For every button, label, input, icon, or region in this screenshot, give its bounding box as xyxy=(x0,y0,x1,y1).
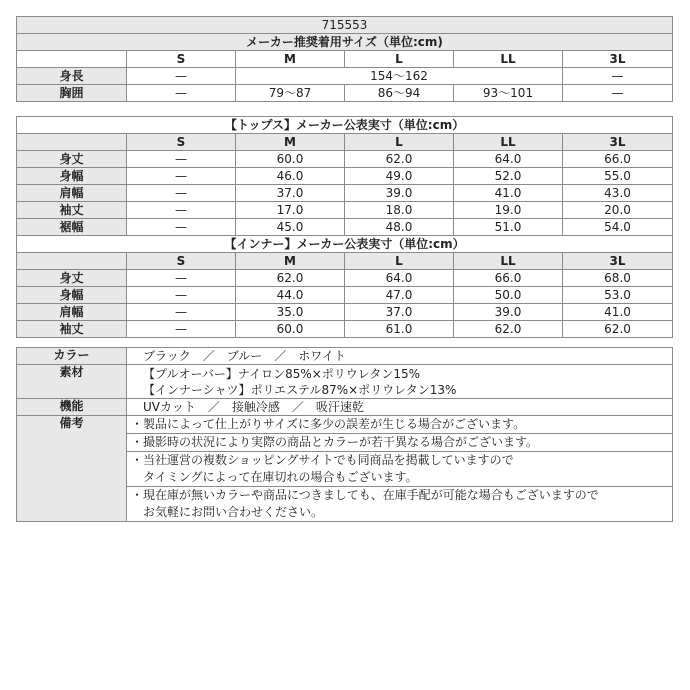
size-m: M xyxy=(236,253,345,270)
product-code: 715553 xyxy=(17,17,673,34)
tops-title: 【トップス】メーカー公表実寸（単位:cm） xyxy=(17,117,673,134)
info-row-function xyxy=(17,399,673,416)
info-row-color xyxy=(17,348,673,365)
row-label: 身丈 xyxy=(17,151,127,168)
table-row xyxy=(17,85,673,102)
material-label: 素材 xyxy=(17,365,127,399)
cell: 44.0 xyxy=(236,287,345,304)
cell: — xyxy=(563,68,673,85)
cell: 66.0 xyxy=(454,270,563,287)
size-l: L xyxy=(345,134,454,151)
row-label: 身丈 xyxy=(17,270,127,287)
cell: 49.0 xyxy=(345,168,454,185)
cell: — xyxy=(127,151,236,168)
size-ll: LL xyxy=(454,51,563,68)
size-header-row xyxy=(17,51,673,68)
cell: — xyxy=(127,168,236,185)
table-row xyxy=(17,202,673,219)
note-item xyxy=(127,416,673,434)
table-row xyxy=(17,68,673,85)
table-row xyxy=(17,270,673,287)
table-row xyxy=(17,151,673,168)
note-line: ・撮影時の状況により実際の商品とカラーが若干異なる場合がございます。 xyxy=(131,435,539,449)
cell: — xyxy=(127,202,236,219)
row-label: 胸囲 xyxy=(17,85,127,102)
cell: 18.0 xyxy=(345,202,454,219)
note-line: ・製品によって仕上がりサイズに多少の誤差が生じる場合がございます。 xyxy=(131,417,526,431)
cell: 68.0 xyxy=(563,270,673,287)
cell: 93～101 xyxy=(454,85,563,102)
size-header-row xyxy=(17,253,673,270)
size-s: S xyxy=(127,253,236,270)
cell: 62.0 xyxy=(563,321,673,338)
cell: 37.0 xyxy=(236,185,345,202)
size-s: S xyxy=(127,134,236,151)
recommended-size-table xyxy=(16,16,673,102)
cell: 45.0 xyxy=(236,219,345,236)
recommended-title: メーカー推奨着用サイズ（単位:cm) xyxy=(17,34,673,51)
cell: 50.0 xyxy=(454,287,563,304)
cell: 62.0 xyxy=(454,321,563,338)
cell: — xyxy=(127,270,236,287)
size-l: L xyxy=(345,51,454,68)
cell: — xyxy=(563,85,673,102)
inner-title: 【インナー】メーカー公表実寸（単位:cm） xyxy=(17,236,673,253)
table-row xyxy=(17,287,673,304)
info-row-notes xyxy=(17,416,673,434)
cell: 60.0 xyxy=(236,151,345,168)
cell: — xyxy=(127,185,236,202)
row-label: 身幅 xyxy=(17,287,127,304)
note-item xyxy=(127,452,673,487)
cell: 48.0 xyxy=(345,219,454,236)
function-label: 機能 xyxy=(17,399,127,416)
note-line: お気軽にお問い合わせください。 xyxy=(131,505,324,519)
cell: 39.0 xyxy=(345,185,454,202)
row-label: 袖丈 xyxy=(17,321,127,338)
row-label: 袖丈 xyxy=(17,202,127,219)
cell: — xyxy=(127,219,236,236)
cell: 154～162 xyxy=(236,68,563,85)
cell: — xyxy=(127,68,236,85)
cell: 35.0 xyxy=(236,304,345,321)
cell: 62.0 xyxy=(345,151,454,168)
cell: 46.0 xyxy=(236,168,345,185)
note-line: ・当社運営の複数ショッピングサイトでも同商品を掲載していますので xyxy=(131,453,514,467)
size-3l: 3L xyxy=(563,51,673,68)
cell: 39.0 xyxy=(454,304,563,321)
product-info-table xyxy=(16,347,673,522)
cell: 19.0 xyxy=(454,202,563,219)
notes-label: 備考 xyxy=(17,416,127,522)
cell: 51.0 xyxy=(454,219,563,236)
size-ll: LL xyxy=(454,134,563,151)
note-line: ・現在庫が無いカラーや商品につきましても、在庫手配が可能な場合もございますので xyxy=(131,488,599,502)
note-item xyxy=(127,487,673,522)
material-value xyxy=(127,365,673,399)
row-label: 裾幅 xyxy=(17,219,127,236)
note-line: タイミングによって在庫切れの場合もございます。 xyxy=(131,470,418,484)
cell: 79～87 xyxy=(236,85,345,102)
cell: 43.0 xyxy=(563,185,673,202)
cell: 52.0 xyxy=(454,168,563,185)
material-line: 【プルオーバー】ナイロン85%×ポリウレタン15% xyxy=(143,366,421,381)
cell: 41.0 xyxy=(454,185,563,202)
cell: 64.0 xyxy=(345,270,454,287)
row-label: 身長 xyxy=(17,68,127,85)
row-label: 身幅 xyxy=(17,168,127,185)
function-value: UVカット ／ 接触冷感 ／ 吸汗速乾 xyxy=(127,399,673,416)
color-value: ブラック ／ ブルー ／ ホワイト xyxy=(127,348,673,365)
size-m: M xyxy=(236,134,345,151)
info-row-material xyxy=(17,365,673,399)
cell: 55.0 xyxy=(563,168,673,185)
table-row xyxy=(17,304,673,321)
size-header-row xyxy=(17,134,673,151)
cell: 61.0 xyxy=(345,321,454,338)
cell: — xyxy=(127,304,236,321)
cell: 86～94 xyxy=(345,85,454,102)
cell: 20.0 xyxy=(563,202,673,219)
size-3l: 3L xyxy=(563,253,673,270)
size-3l: 3L xyxy=(563,134,673,151)
size-l: L xyxy=(345,253,454,270)
cell: 64.0 xyxy=(454,151,563,168)
cell: 47.0 xyxy=(345,287,454,304)
cell: 54.0 xyxy=(563,219,673,236)
size-s: S xyxy=(127,51,236,68)
size-m: M xyxy=(236,51,345,68)
row-label: 肩幅 xyxy=(17,185,127,202)
cell: 41.0 xyxy=(563,304,673,321)
cell: 17.0 xyxy=(236,202,345,219)
color-label: カラー xyxy=(17,348,127,365)
table-row xyxy=(17,185,673,202)
cell: 66.0 xyxy=(563,151,673,168)
cell: — xyxy=(127,287,236,304)
cell: — xyxy=(127,321,236,338)
cell: 62.0 xyxy=(236,270,345,287)
material-line: 【インナーシャツ】ポリエステル87%×ポリウレタン13% xyxy=(143,382,457,397)
table-row xyxy=(17,321,673,338)
table-row xyxy=(17,219,673,236)
cell: — xyxy=(127,85,236,102)
cell: 53.0 xyxy=(563,287,673,304)
note-item xyxy=(127,434,673,452)
measurement-table xyxy=(16,116,673,338)
cell: 60.0 xyxy=(236,321,345,338)
table-row xyxy=(17,168,673,185)
size-ll: LL xyxy=(454,253,563,270)
row-label: 肩幅 xyxy=(17,304,127,321)
cell: 37.0 xyxy=(345,304,454,321)
